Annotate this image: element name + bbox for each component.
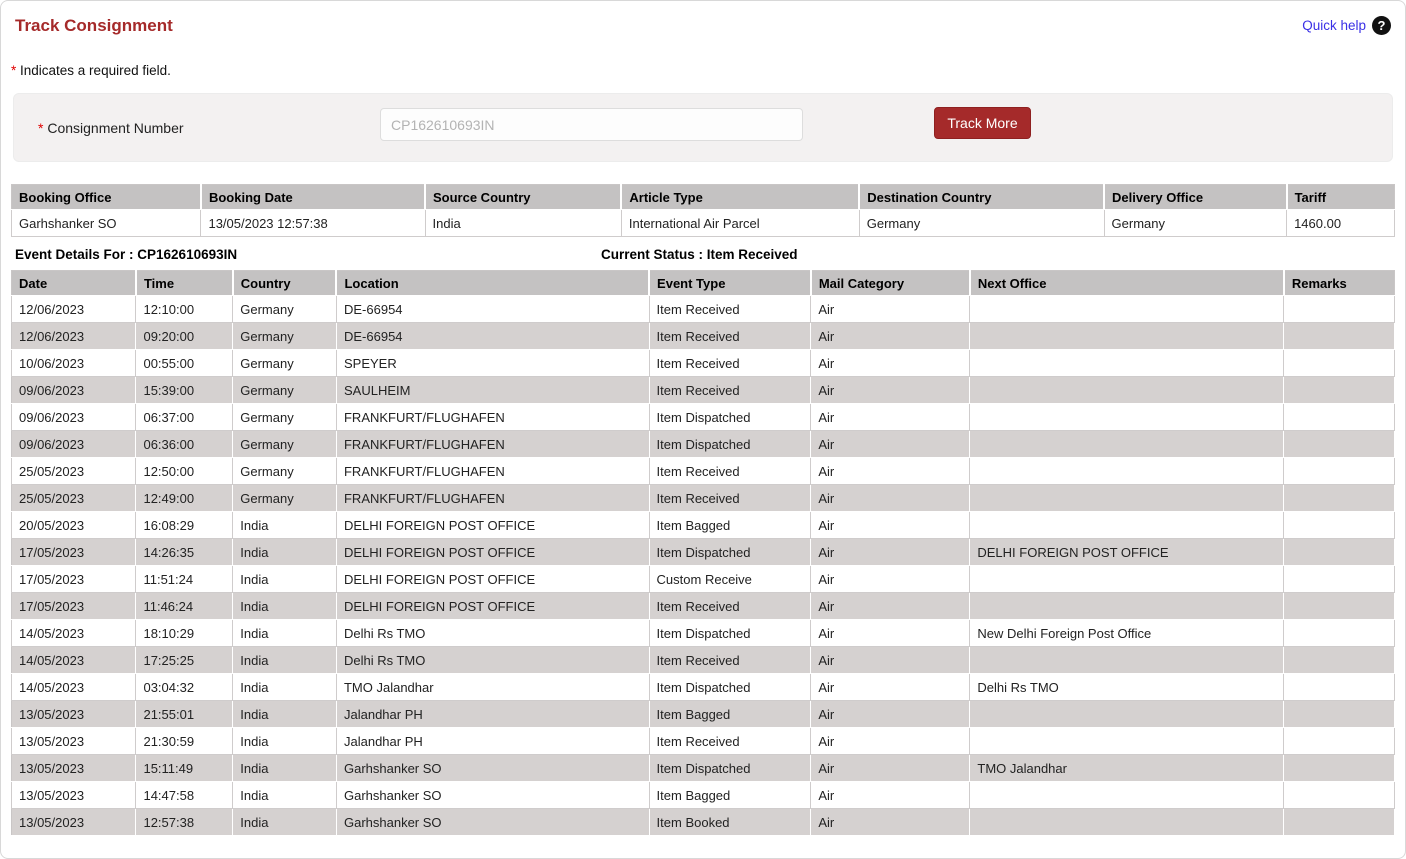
table-cell: 03:04:32: [136, 674, 233, 701]
table-cell: Jalandhar PH: [336, 728, 649, 755]
table-cell: [1284, 458, 1395, 485]
table-row: [12, 377, 1395, 404]
table-cell: India: [233, 755, 337, 782]
table-row: [12, 404, 1395, 431]
table-cell: 18:10:29: [136, 620, 233, 647]
table-cell: India: [233, 647, 337, 674]
table-cell: [970, 296, 1284, 323]
table-cell: 21:55:01: [136, 701, 233, 728]
table-cell: FRANKFURT/FLUGHAFEN: [336, 404, 649, 431]
table-cell: FRANKFURT/FLUGHAFEN: [336, 431, 649, 458]
table-cell: Germany: [233, 485, 337, 512]
table-cell: [1284, 566, 1395, 593]
table-row: [12, 593, 1395, 620]
table-cell: TMO Jalandhar: [970, 755, 1284, 782]
column-header: Booking Date: [201, 185, 425, 210]
table-cell: Air: [811, 431, 970, 458]
table-cell: Air: [811, 512, 970, 539]
track-more-button[interactable]: Track More: [934, 107, 1031, 139]
table-cell: Delhi Rs TMO: [970, 674, 1284, 701]
table-cell: 21:30:59: [136, 728, 233, 755]
table-cell: 09:20:00: [136, 323, 233, 350]
table-cell: [970, 377, 1284, 404]
table-cell: [1284, 728, 1395, 755]
table-cell: TMO Jalandhar: [336, 674, 649, 701]
table-cell: [1284, 701, 1395, 728]
table-cell: DELHI FOREIGN POST OFFICE: [336, 512, 649, 539]
table-cell: [1284, 485, 1395, 512]
table-cell: Item Dispatched: [649, 431, 811, 458]
table-cell: [1284, 323, 1395, 350]
table-cell: Germany: [233, 377, 337, 404]
table-cell: Air: [811, 593, 970, 620]
table-cell: DELHI FOREIGN POST OFFICE: [336, 566, 649, 593]
table-cell: Item Received: [649, 377, 811, 404]
table-cell: DE-66954: [336, 323, 649, 350]
consignment-form: [13, 93, 1393, 162]
table-cell: 17/05/2023: [12, 566, 136, 593]
table-cell: Garhshanker SO: [12, 210, 201, 237]
table-cell: Air: [811, 620, 970, 647]
table-cell: Item Booked: [649, 809, 811, 836]
table-cell: Air: [811, 728, 970, 755]
table-cell: 13/05/2023: [12, 809, 136, 836]
consignment-number-input[interactable]: [380, 108, 803, 141]
table-cell: India: [233, 593, 337, 620]
table-cell: Air: [811, 404, 970, 431]
table-row: [12, 728, 1395, 755]
table-cell: Jalandhar PH: [336, 701, 649, 728]
table-cell: 17:25:25: [136, 647, 233, 674]
table-cell: Item Received: [649, 350, 811, 377]
table-cell: Air: [811, 539, 970, 566]
label-text: Consignment Number: [47, 119, 184, 136]
column-header: Destination Country: [859, 185, 1104, 210]
table-cell: India: [233, 512, 337, 539]
table-cell: 14/05/2023: [12, 647, 136, 674]
table-cell: Item Received: [649, 593, 811, 620]
current-status-label: Current Status : Item Received: [601, 247, 798, 262]
table-cell: [970, 431, 1284, 458]
table-cell: Item Dispatched: [649, 539, 811, 566]
table-cell: Delhi Rs TMO: [336, 647, 649, 674]
table-cell: 20/05/2023: [12, 512, 136, 539]
table-cell: 11:51:24: [136, 566, 233, 593]
table-cell: [970, 404, 1284, 431]
table-cell: Air: [811, 323, 970, 350]
table-cell: Garhshanker SO: [336, 809, 649, 836]
table-cell: Delhi Rs TMO: [336, 620, 649, 647]
table-cell: DE-66954: [336, 296, 649, 323]
table-cell: 12:49:00: [136, 485, 233, 512]
event-details-bar: [15, 247, 1395, 265]
table-cell: Air: [811, 566, 970, 593]
column-header: Mail Category: [811, 271, 970, 296]
table-cell: Air: [811, 809, 970, 836]
table-cell: Air: [811, 755, 970, 782]
table-cell: [1284, 539, 1395, 566]
table-cell: Air: [811, 296, 970, 323]
table-cell: Germany: [1104, 210, 1287, 237]
table-row: [12, 701, 1395, 728]
table-cell: 16:08:29: [136, 512, 233, 539]
table-cell: Germany: [233, 296, 337, 323]
table-cell: 12:10:00: [136, 296, 233, 323]
table-row: [12, 512, 1395, 539]
table-cell: India: [233, 674, 337, 701]
table-cell: 14:47:58: [136, 782, 233, 809]
table-cell: Item Dispatched: [649, 620, 811, 647]
table-cell: Germany: [233, 458, 337, 485]
table-cell: 09/06/2023: [12, 404, 136, 431]
table-cell: [1284, 377, 1395, 404]
table-cell: [1284, 404, 1395, 431]
table-cell: 25/05/2023: [12, 458, 136, 485]
column-header: Location: [336, 271, 649, 296]
table-row: [12, 755, 1395, 782]
page-title: Track Consignment: [15, 16, 173, 35]
table-cell: Germany: [233, 350, 337, 377]
table-row: [12, 809, 1395, 836]
table-cell: [970, 458, 1284, 485]
table-cell: 13/05/2023: [12, 728, 136, 755]
table-cell: India: [233, 728, 337, 755]
table-cell: Germany: [859, 210, 1104, 237]
table-cell: DELHI FOREIGN POST OFFICE: [970, 539, 1284, 566]
required-asterisk: *: [11, 63, 17, 78]
table-cell: Air: [811, 485, 970, 512]
event-details-label: Event Details For : CP162610693IN: [15, 247, 238, 262]
table-cell: 12:57:38: [136, 809, 233, 836]
table-cell: [970, 647, 1284, 674]
table-cell: India: [233, 566, 337, 593]
table-cell: 15:11:49: [136, 755, 233, 782]
table-cell: 1460.00: [1287, 210, 1395, 237]
table-cell: 11:46:24: [136, 593, 233, 620]
event-details-section: [11, 270, 1395, 836]
table-cell: Air: [811, 647, 970, 674]
table-cell: 13/05/2023: [12, 782, 136, 809]
column-header: Event Type: [649, 271, 811, 296]
table-cell: [1284, 593, 1395, 620]
table-row: [12, 210, 1395, 237]
table-cell: 12:50:00: [136, 458, 233, 485]
table-row: [12, 296, 1395, 323]
table-cell: 06:36:00: [136, 431, 233, 458]
label-asterisk: *: [38, 119, 48, 136]
table-row: [12, 323, 1395, 350]
table-cell: 15:39:00: [136, 377, 233, 404]
table-cell: Item Received: [649, 728, 811, 755]
table-cell: [1284, 512, 1395, 539]
table-cell: 12/06/2023: [12, 296, 136, 323]
table-cell: Germany: [233, 431, 337, 458]
table-cell: [970, 485, 1284, 512]
table-row: [12, 485, 1395, 512]
table-cell: [1284, 809, 1395, 836]
table-cell: 06:37:00: [136, 404, 233, 431]
table-cell: 14:26:35: [136, 539, 233, 566]
table-cell: 13/05/2023: [12, 701, 136, 728]
table-cell: Air: [811, 701, 970, 728]
table-cell: [1284, 674, 1395, 701]
table-cell: International Air Parcel: [621, 210, 859, 237]
table-cell: 10/06/2023: [12, 350, 136, 377]
table-cell: India: [233, 809, 337, 836]
page-header: [1, 1, 1405, 36]
table-row: [12, 674, 1395, 701]
table-cell: Air: [811, 377, 970, 404]
table-cell: [970, 809, 1284, 836]
table-cell: SAULHEIM: [336, 377, 649, 404]
table-cell: 25/05/2023: [12, 485, 136, 512]
table-cell: Air: [811, 782, 970, 809]
table-cell: Item Dispatched: [649, 674, 811, 701]
event-header-row: [12, 271, 1395, 296]
table-cell: [970, 566, 1284, 593]
table-cell: Item Received: [649, 647, 811, 674]
table-cell: 09/06/2023: [12, 377, 136, 404]
table-cell: India: [233, 782, 337, 809]
table-cell: 00:55:00: [136, 350, 233, 377]
column-header: Article Type: [621, 185, 859, 210]
table-cell: India: [233, 539, 337, 566]
table-cell: [970, 512, 1284, 539]
column-header: Tariff: [1287, 185, 1395, 210]
table-cell: SPEYER: [336, 350, 649, 377]
table-cell: [1284, 431, 1395, 458]
table-row: [12, 458, 1395, 485]
table-cell: 14/05/2023: [12, 674, 136, 701]
summary-header-row: [12, 185, 1395, 210]
table-cell: [970, 782, 1284, 809]
table-cell: Air: [811, 674, 970, 701]
table-cell: 12/06/2023: [12, 323, 136, 350]
table-cell: Item Bagged: [649, 512, 811, 539]
table-cell: [1284, 620, 1395, 647]
booking-summary-section: [11, 184, 1395, 237]
table-cell: Germany: [233, 323, 337, 350]
table-cell: [970, 593, 1284, 620]
column-header: Next Office: [970, 271, 1284, 296]
table-row: [12, 350, 1395, 377]
table-cell: 17/05/2023: [12, 539, 136, 566]
event-details-table: [11, 270, 1395, 836]
table-cell: DELHI FOREIGN POST OFFICE: [336, 539, 649, 566]
column-header: Country: [233, 271, 337, 296]
table-row: [12, 431, 1395, 458]
table-cell: DELHI FOREIGN POST OFFICE: [336, 593, 649, 620]
table-cell: Item Bagged: [649, 782, 811, 809]
help-question-icon[interactable]: ?: [1372, 16, 1391, 35]
table-row: [12, 620, 1395, 647]
table-cell: Item Received: [649, 296, 811, 323]
column-header: Date: [12, 271, 136, 296]
table-cell: Air: [811, 458, 970, 485]
column-header: Booking Office: [12, 185, 201, 210]
table-cell: FRANKFURT/FLUGHAFEN: [336, 485, 649, 512]
column-header: Source Country: [425, 185, 621, 210]
table-cell: New Delhi Foreign Post Office: [970, 620, 1284, 647]
table-cell: India: [425, 210, 621, 237]
table-cell: Item Received: [649, 458, 811, 485]
table-cell: [1284, 296, 1395, 323]
consignment-number-label: [38, 120, 184, 136]
table-cell: 13/05/2023 12:57:38: [201, 210, 425, 237]
table-cell: [970, 728, 1284, 755]
table-cell: Garhshanker SO: [336, 782, 649, 809]
column-header: Remarks: [1284, 271, 1395, 296]
required-note-text: Indicates a required field.: [16, 63, 171, 78]
table-cell: Item Received: [649, 485, 811, 512]
table-cell: India: [233, 701, 337, 728]
table-cell: [1284, 755, 1395, 782]
table-row: [12, 647, 1395, 674]
table-cell: 13/05/2023: [12, 755, 136, 782]
table-cell: India: [233, 620, 337, 647]
table-cell: Germany: [233, 404, 337, 431]
table-cell: [970, 323, 1284, 350]
table-cell: [970, 701, 1284, 728]
table-cell: [1284, 350, 1395, 377]
table-cell: 17/05/2023: [12, 593, 136, 620]
table-cell: Item Dispatched: [649, 755, 811, 782]
table-cell: 09/06/2023: [12, 431, 136, 458]
table-row: [12, 566, 1395, 593]
table-cell: [1284, 782, 1395, 809]
table-row: [12, 782, 1395, 809]
table-row: [12, 539, 1395, 566]
column-header: Time: [136, 271, 233, 296]
required-field-note: [11, 63, 1395, 78]
quick-help-label: Quick help: [1302, 18, 1366, 33]
table-cell: Garhshanker SO: [336, 755, 649, 782]
table-cell: Item Bagged: [649, 701, 811, 728]
column-header: Delivery Office: [1104, 185, 1287, 210]
table-cell: Item Received: [649, 323, 811, 350]
table-cell: Custom Receive: [649, 566, 811, 593]
table-cell: 14/05/2023: [12, 620, 136, 647]
quick-help-link[interactable]: [1302, 16, 1391, 35]
table-cell: Air: [811, 350, 970, 377]
table-cell: [1284, 647, 1395, 674]
table-cell: FRANKFURT/FLUGHAFEN: [336, 458, 649, 485]
table-cell: Item Dispatched: [649, 404, 811, 431]
booking-summary-table: [11, 184, 1395, 237]
table-cell: [970, 350, 1284, 377]
